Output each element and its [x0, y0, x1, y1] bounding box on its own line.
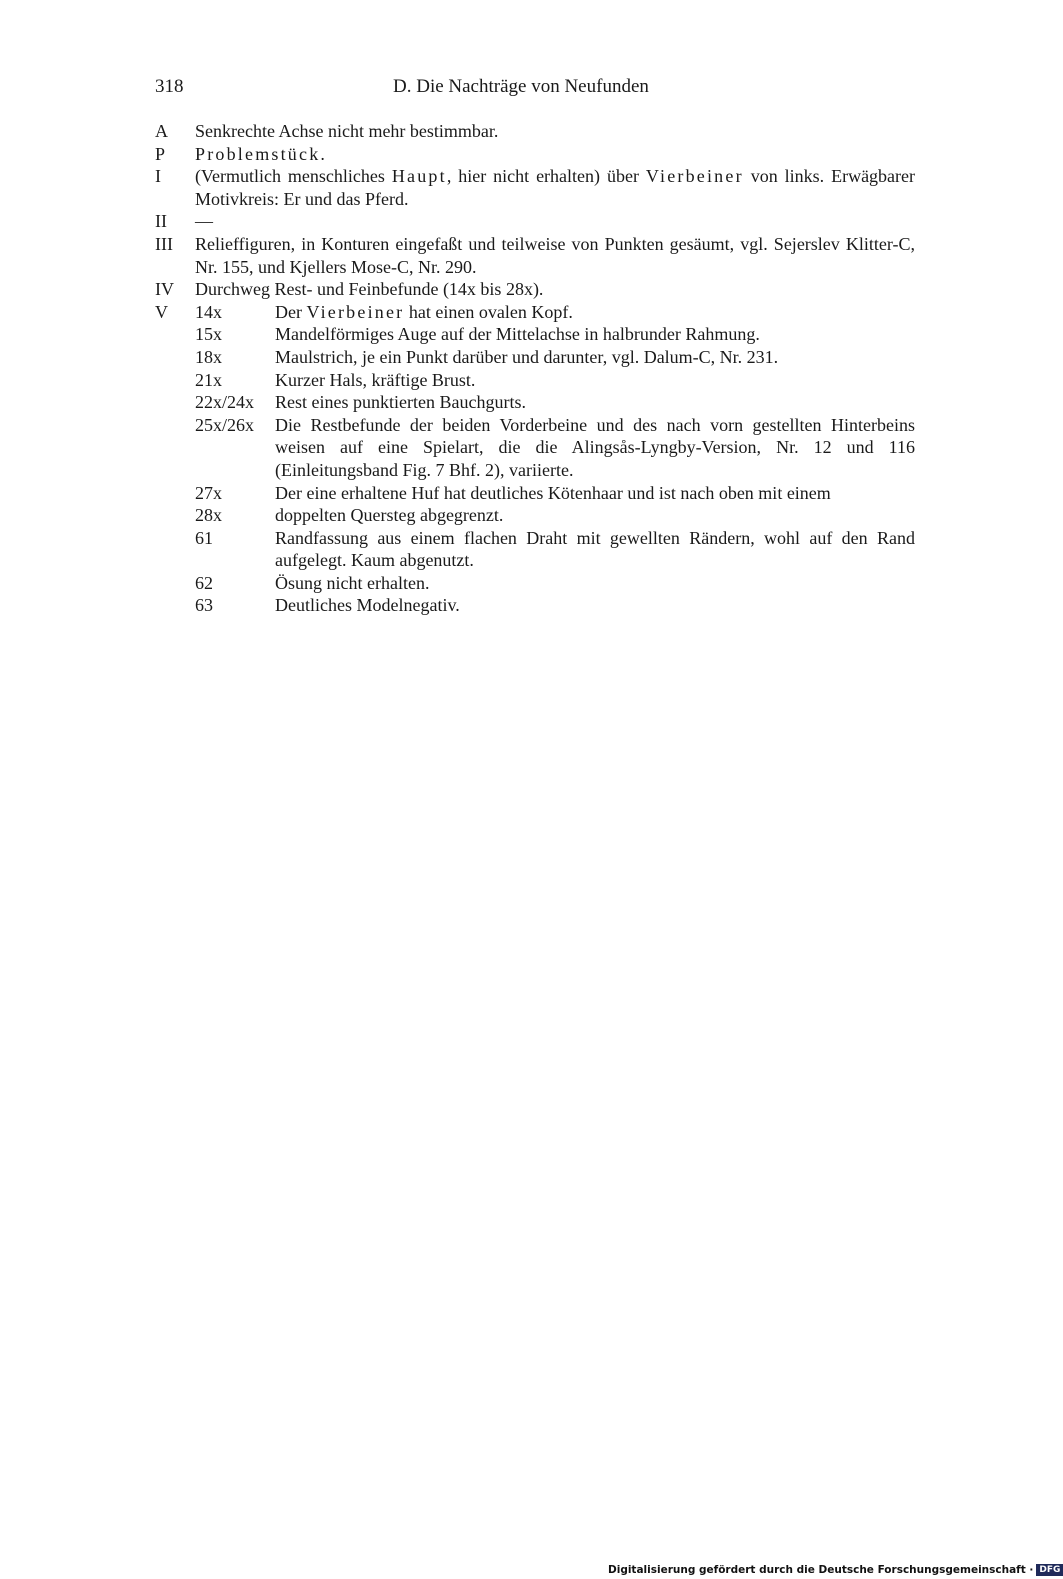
entry-key: V — [155, 301, 168, 322]
spaced-term: Vierbeiner — [306, 301, 405, 322]
entry-i — [155, 165, 915, 210]
entry-text: Senkrechte Achse nicht mehr bestimmbar. — [195, 121, 499, 141]
subentry-text-part: hat einen ovalen Kopf. — [408, 301, 573, 322]
entry-ii — [155, 210, 915, 233]
subentry — [195, 391, 915, 414]
entry-iv — [155, 278, 915, 301]
spaced-term: Haupt — [391, 166, 447, 187]
subentry — [195, 323, 915, 346]
entry-key: III — [155, 233, 173, 254]
entry-a — [155, 120, 915, 143]
entry-text: — — [195, 211, 213, 232]
subentry-key: 63 — [195, 595, 213, 616]
footer-text: Digitalisierung gefördert durch die Deutsche Forschungsgemeinschaft · — [608, 1564, 1034, 1576]
entry-iii — [155, 233, 915, 278]
subentry-text: Die Restbefunde der beiden Vorderbeine und des nach vorn gestellten Hinterbeins weisen auf eine Spielart, die die Alingsås-Lyngby-Version, Nr. 12 und 116 (Einleitungsband Fig. 7 Bhf. 2), variierte. — [275, 414, 915, 480]
subentry-text: Randfassung aus einem flachen Draht mit gewellten Rändern, wohl auf den Rand aufgelegt. Kaum abgenutzt. — [275, 527, 915, 571]
subentry-text — [275, 301, 915, 324]
subentry-text: Maulstrich, je ein Punkt darüber und darunter, vgl. Dalum-C, Nr. 231. — [275, 346, 779, 367]
subentry-text: Mandelförmiges Auge auf der Mittelachse in halbrunder Rahmung. — [275, 324, 760, 345]
page-header — [155, 74, 915, 100]
subentry — [155, 301, 915, 324]
entry-text: Relieffiguren, in Konturen eingefaßt und teilweise von Punkten gesäumt, vgl. Sejerslev Klitter-C, Nr. 155, und Kjellers Mose-C, Nr. 290. — [195, 233, 915, 277]
entry-text-part: , hier nicht erhalten) über — [446, 166, 639, 187]
entry-p — [155, 143, 915, 166]
subentry-text: Deutliches Modelnegativ. — [275, 595, 460, 616]
subentry-key: 62 — [195, 572, 213, 593]
subentry-key: 21x — [195, 369, 222, 390]
subentry-key: 61 — [195, 527, 213, 548]
subentry-key: 27x — [195, 482, 222, 503]
entry-text — [195, 165, 915, 210]
subentry — [195, 527, 915, 572]
entry-v — [155, 301, 915, 324]
running-title: D. Die Nachträge von Neufunden — [393, 76, 649, 97]
subentry-text-part: Der — [275, 301, 302, 322]
subentry-key: 28x — [195, 505, 222, 526]
entry-key: A — [155, 121, 168, 141]
subentry — [195, 594, 915, 617]
subentry — [195, 414, 915, 482]
catalog-entries — [155, 120, 915, 617]
subentry-key: 25x/26x — [195, 414, 255, 435]
subentry — [195, 482, 915, 505]
entry-text: Durchweg Rest- und Feinbefunde (14x bis 28x). — [195, 279, 544, 300]
entry-key: I — [155, 166, 161, 187]
subentry-text: Rest eines punktierten Bauchgurts. — [275, 392, 526, 413]
entry-text: Problemstück. — [195, 143, 328, 164]
entry-text-part: von links. Erwägbarer Motivkreis: Er und das Pferd. — [195, 166, 916, 209]
subentry — [195, 346, 915, 369]
page-number: 318 — [155, 76, 184, 97]
subentry-key: 14x — [195, 301, 222, 322]
subentry-text: Kurzer Hals, kräftige Brust. — [275, 369, 476, 390]
entry-key: IV — [155, 279, 174, 300]
digitization-footer — [608, 1563, 1061, 1577]
subentry — [195, 369, 915, 392]
subentry — [195, 504, 915, 527]
spaced-term: Vierbeiner — [645, 166, 744, 187]
subentry-key: 15x — [195, 324, 222, 345]
entry-key: P — [155, 143, 166, 164]
subentry-text: Der eine erhaltene Huf hat deutliches Kötenhaar und ist nach oben mit einem — [275, 482, 831, 503]
entry-text-part: (Vermutlich menschliches — [195, 166, 385, 187]
subentry — [195, 572, 915, 595]
dfg-logo: DFG — [1036, 1564, 1063, 1576]
subentry-key: 18x — [195, 346, 222, 367]
entry-key: II — [155, 211, 167, 232]
subentry-text: Ösung nicht erhalten. — [275, 572, 430, 593]
subentry-text: doppelten Quersteg abgegrenzt. — [275, 505, 504, 526]
subentry-key: 22x/24x — [195, 392, 255, 413]
